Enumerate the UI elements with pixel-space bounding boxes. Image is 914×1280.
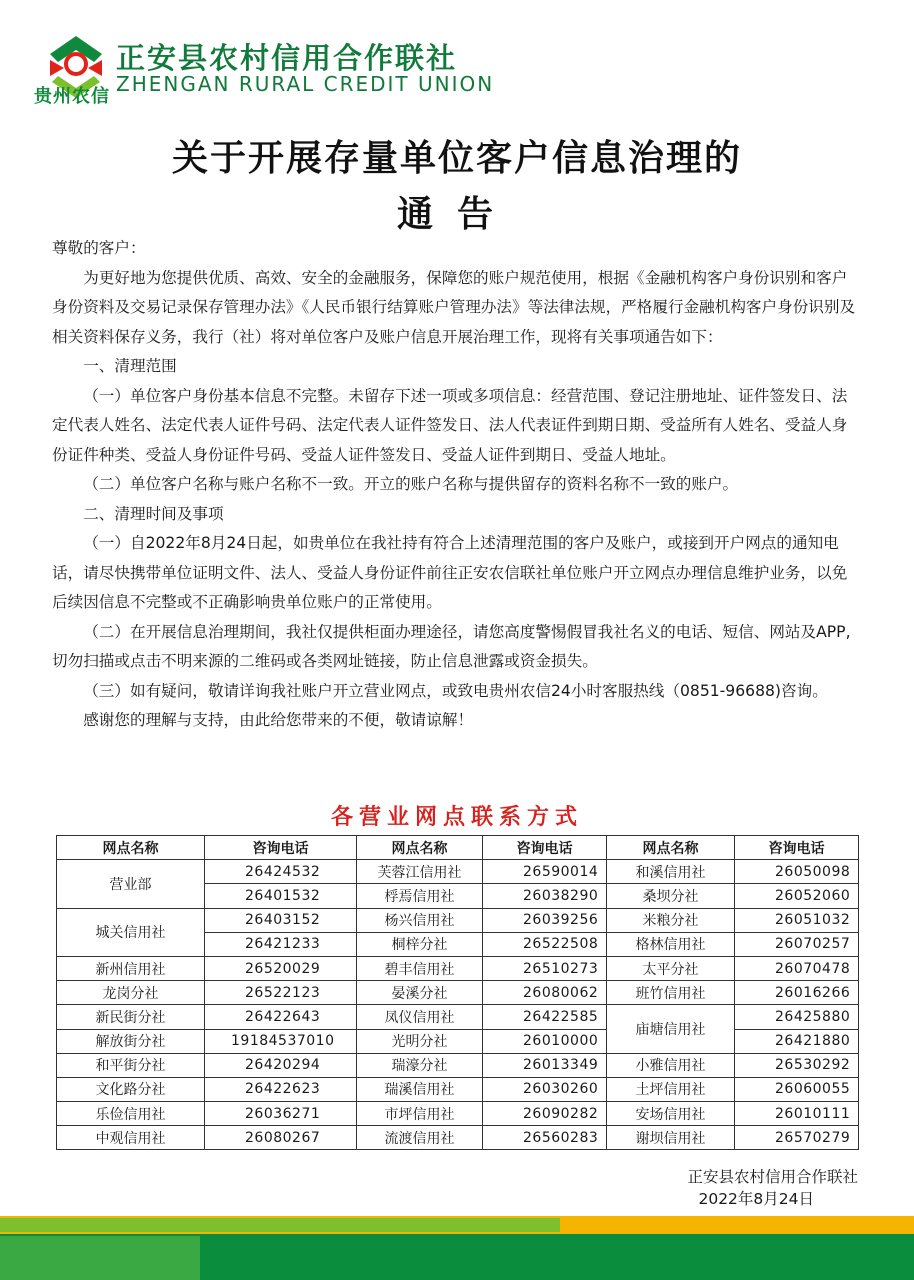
branch-name: 新州信用社 [57, 956, 205, 980]
notice-body [52, 234, 862, 736]
branch-name: 瑞溪信用社 [357, 1077, 483, 1101]
org-name-en: ZHENGAN RURAL CREDIT UNION [116, 72, 495, 96]
branch-name: 晏溪分社 [357, 981, 483, 1005]
branch-name: 瑞濠分社 [357, 1053, 483, 1077]
branch-phone: 26570279 [735, 1126, 859, 1150]
branch-phone: 26070478 [735, 956, 859, 980]
branch-phone: 19184537010 [205, 1029, 357, 1053]
branch-phone: 26010111 [735, 1102, 859, 1126]
branch-phone: 26421233 [205, 932, 357, 956]
branch-phone: 26510273 [483, 956, 607, 980]
branch-phone: 26520029 [205, 956, 357, 980]
notice-subtitle: 通告 [396, 193, 517, 235]
branch-name: 碧丰信用社 [357, 956, 483, 980]
branch-name: 桐梓分社 [357, 932, 483, 956]
signature-org: 正安县农村信用合作联社 [687, 1168, 858, 1186]
signature-block [687, 1166, 858, 1210]
table-row [57, 1077, 859, 1101]
table-row [57, 1005, 859, 1029]
table-row [57, 1102, 859, 1126]
footer-bar-light-green [0, 1218, 560, 1232]
table-row [57, 908, 859, 932]
branch-phone: 26425880 [735, 1005, 859, 1029]
branch-name: 土坪信用社 [607, 1077, 735, 1101]
branch-name: 龙岗分社 [57, 981, 205, 1005]
branch-name: 营业部 [57, 860, 205, 908]
paragraph: （三）如有疑问，敬请详询我社账户开立营业网点，或致电贵州农信24小时客服热线（0851-96688)咨询。 [83, 681, 828, 700]
branch-phone: 26421880 [735, 1029, 859, 1053]
column-header: 咨询电话 [735, 836, 859, 860]
branch-name: 米粮分社 [607, 908, 735, 932]
network-contact-table [56, 835, 859, 1150]
branch-phone: 26030260 [483, 1077, 607, 1101]
branch-name: 芙蓉江信用社 [357, 860, 483, 884]
branch-phone: 26080062 [483, 981, 607, 1005]
branch-name: 安场信用社 [607, 1102, 735, 1126]
paragraph: （二）在开展信息治理期间，我社仅提供柜面办理途径，请您高度警惕假冒我社名义的电话、短信、网站及APP,切勿扫描或点击不明来源的二维码或各类网址链接，防止信息泄露或资金损失。 [52, 622, 851, 670]
notice-title: 关于开展存量单位客户信息治理的 [171, 137, 742, 179]
branch-name: 文化路分社 [57, 1077, 205, 1101]
branch-name: 解放街分社 [57, 1029, 205, 1053]
branch-name: 杨兴信用社 [357, 908, 483, 932]
branch-phone: 26530292 [735, 1053, 859, 1077]
branch-phone: 26060055 [735, 1077, 859, 1101]
branch-name: 和溪信用社 [607, 860, 735, 884]
branch-name: 格林信用社 [607, 932, 735, 956]
branch-phone: 26070257 [735, 932, 859, 956]
branch-name: 桴焉信用社 [357, 884, 483, 908]
branch-phone: 26401532 [205, 884, 357, 908]
branch-phone: 26422585 [483, 1005, 607, 1029]
header [34, 32, 640, 107]
branch-name: 流渡信用社 [357, 1126, 483, 1150]
branch-name: 市坪信用社 [357, 1102, 483, 1126]
table-row [57, 956, 859, 980]
branch-phone: 26039256 [483, 908, 607, 932]
column-header: 咨询电话 [483, 836, 607, 860]
branch-name: 中观信用社 [57, 1126, 205, 1150]
table-header-row [57, 836, 859, 860]
branch-phone: 26080267 [205, 1126, 357, 1150]
branch-phone: 26590014 [483, 860, 607, 884]
table-row [57, 860, 859, 884]
branch-phone: 26013349 [483, 1053, 607, 1077]
section-heading: 二、清理时间及事项 [83, 504, 224, 523]
branch-name: 乐俭信用社 [57, 1102, 205, 1126]
column-header: 网点名称 [357, 836, 483, 860]
table-row [57, 1126, 859, 1150]
branch-name: 谢坝信用社 [607, 1126, 735, 1150]
branch-phone: 26038290 [483, 884, 607, 908]
paragraph: （一）单位客户身份基本信息不完整。未留存下述一项或多项信息：经营范围、登记注册地址、证件签发日、法定代表人姓名、法定代表人证件号码、法定代表人证件签发日、法人代表证件到期日期、受益所有人姓名、受益人身份证件种类、受益人身份证件号码、受益人证件签发日、受益人证件到期日、受益人地址。 [52, 386, 848, 464]
branch-name: 光明分社 [357, 1029, 483, 1053]
column-header: 网点名称 [57, 836, 205, 860]
branch-name: 桑坝分社 [607, 884, 735, 908]
branch-phone: 26051032 [735, 908, 859, 932]
network-table-title: 各营业网点联系方式 [330, 805, 583, 830]
branch-phone: 26422643 [205, 1005, 357, 1029]
branch-phone: 26050098 [735, 860, 859, 884]
table-row [57, 1029, 859, 1053]
branch-name: 凤仪信用社 [357, 1005, 483, 1029]
footer-bar-stripe [0, 1236, 200, 1280]
column-header: 咨询电话 [205, 836, 357, 860]
branch-name: 和平街分社 [57, 1053, 205, 1077]
closing-paragraph: 感谢您的理解与支持，由此给您带来的不便，敬请谅解！ [83, 711, 474, 729]
branch-phone: 26522508 [483, 932, 607, 956]
branch-phone: 26016266 [735, 981, 859, 1005]
branch-name: 班竹信用社 [607, 981, 735, 1005]
branch-phone: 26052060 [735, 884, 859, 908]
branch-name: 城关信用社 [57, 908, 205, 956]
branch-phone: 26403152 [205, 908, 357, 932]
branch-name: 小雅信用社 [607, 1053, 735, 1077]
branch-name: 庙塘信用社 [607, 1005, 735, 1053]
branch-phone: 26522123 [205, 981, 357, 1005]
branch-phone: 26560283 [483, 1126, 607, 1150]
branch-name: 新民街分社 [57, 1005, 205, 1029]
table-row [57, 1053, 859, 1077]
branch-phone: 26090282 [483, 1102, 607, 1126]
paragraph: （二）单位客户名称与账户名称不一致。开立的账户名称与提供留存的资料名称不一致的账户。 [83, 475, 739, 493]
intro-paragraph: 为更好地为您提供优质、高效、安全的金融服务，保障您的账户规范使用，根据《金融机构客户身份识别和客户身份资料及交易记录保存管理办法》《人民币银行结算账户管理办法》等法律法规，严格履行金融机构客户身份识别及相关资料保存义务，我行（社）将对单位客户及账户信息开展治理工作，现将有关事项通告如下： [52, 268, 856, 346]
signature-date: 2022年8月24日 [698, 1190, 814, 1208]
column-header: 网点名称 [607, 836, 735, 860]
branch-name: 太平分社 [607, 956, 735, 980]
branch-phone: 26422623 [205, 1077, 357, 1101]
logo-caption: 贵州农信 [34, 86, 110, 107]
branch-phone: 26420294 [205, 1053, 357, 1077]
paragraph: （一）自2022年8月24日起，如贵单位在我社持有符合上述清理范围的客户及账户，或接到开户网点的通知电话，请尽快携带单位证明文件、法人、受益人身份证件前往正安农信联社单位账户开立网点办理信息维护业务，以免后续因信息不完整或不正确影响贵单位账户的正常使用。 [52, 534, 848, 611]
section-heading: 一、清理范围 [83, 357, 177, 375]
branch-phone: 26424532 [205, 860, 357, 884]
branch-phone: 26010000 [483, 1029, 607, 1053]
table-row [57, 981, 859, 1005]
branch-phone: 26036271 [205, 1102, 357, 1126]
salutation: 尊敬的客户： [52, 239, 146, 257]
org-name-cn: 正安县农村信用合作联社 [116, 41, 458, 75]
